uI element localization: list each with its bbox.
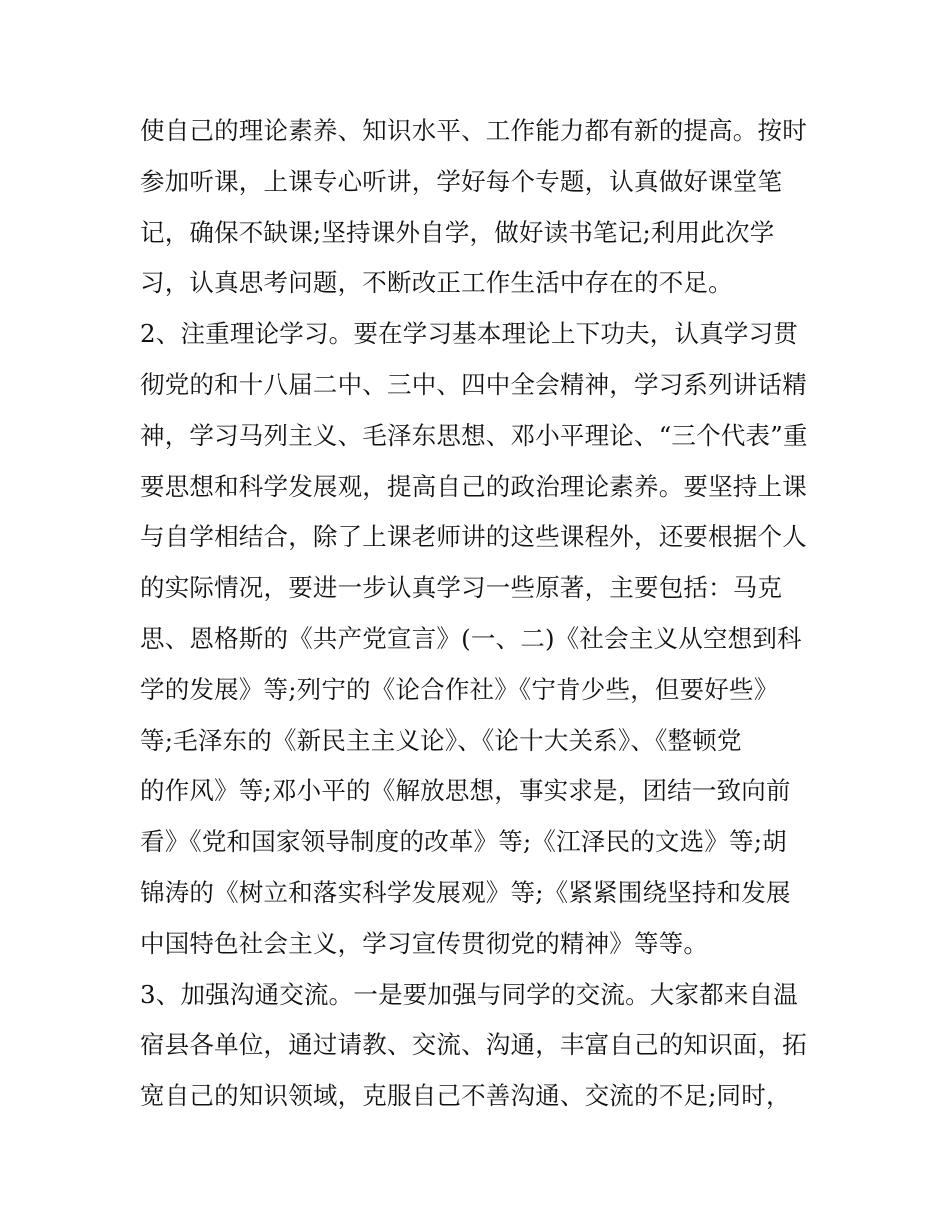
text-line: 学的发展》等;列宁的《论合作社》《宁肯少些，但要好些》 (140, 674, 779, 704)
text-line: 3、加强沟通交流。一是要加强与同学的交流。大家都来自温 (140, 979, 798, 1009)
text-line: 宿县各单位，通过请教、交流、沟通，丰富自己的知识面，拓 (140, 1030, 807, 1060)
text-line: 等;毛泽东的《新民主主义论》、《论十大关系》、《整顿党 (140, 725, 742, 755)
text-line: 中国特色社会主义，学习宣传贯彻党的精神》等等。 (140, 928, 709, 958)
text-line: 使自己的理论素养、知识水平、工作能力都有新的提高。按时 (140, 116, 807, 145)
text-line: 看》《党和国家领导制度的改革》等;《江泽民的文选》等;胡 (140, 827, 787, 857)
text-line: 彻党的和十八届二中、三中、四中全会精神，学习系列讲话精 (140, 369, 807, 399)
text-line: 参加听课，上课专心听讲，学好每个专题，认真做好课堂笔 (140, 166, 783, 196)
text-line: 思、恩格斯的《共产党宣言》(一、二)《社会主义从空想到科 (140, 623, 802, 653)
text-line: 的作风》等;邓小平的《解放思想，事实求是，团结一致向前 (140, 776, 791, 806)
body-text (140, 106, 820, 1122)
text-line: 记，确保不缺课;坚持课外自学，做好读书笔记;利用此次学 (140, 217, 775, 247)
text-line: 的实际情况，要进一步认真学习一些原著，主要包括：马克 (140, 573, 783, 603)
text-line: 习，认真思考问题，不断改正工作生活中存在的不足。 (140, 268, 733, 298)
text-line: 要思想和科学发展观，提高自己的政治理论素养。要坚持上课 (140, 471, 807, 501)
text-line: 锦涛的《树立和落实科学发展观》等;《紧紧围绕坚持和发展 (140, 877, 791, 907)
text-line: 宽自己的知识领域，克服自己不善沟通、交流的不足;同时， (140, 1081, 791, 1111)
text-line: 神，学习马列主义、毛泽东思想、邓小平理论、“三个代表”重 (140, 420, 808, 450)
text-line: 2、注重理论学习。要在学习基本理论上下功夫，认真学习贯 (140, 319, 798, 349)
text-line: 与自学相结合，除了上课老师讲的这些课程外，还要根据个人 (140, 522, 807, 552)
